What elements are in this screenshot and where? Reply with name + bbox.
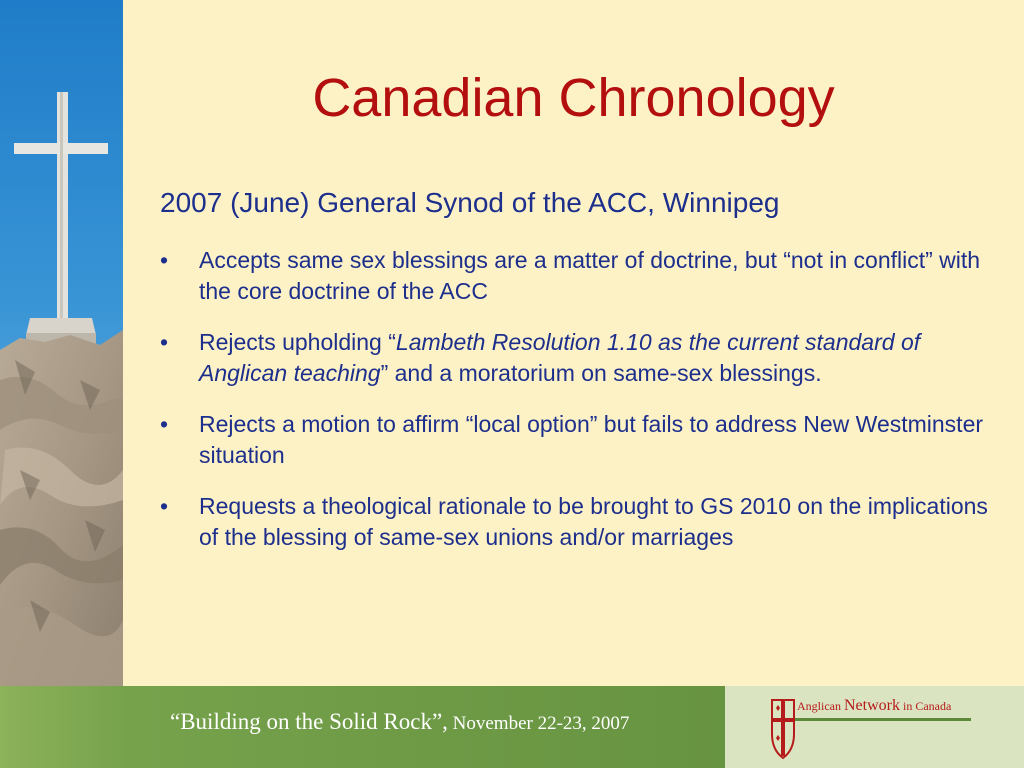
anglican-shield-logo-icon xyxy=(770,698,796,760)
content-area xyxy=(123,0,1024,686)
bullet-item xyxy=(160,245,990,307)
logo-word-network: Network xyxy=(844,697,900,714)
bullet-marker: • xyxy=(160,493,169,519)
bullet-text-prefix: Rejects upholding “ xyxy=(199,329,396,355)
bullet-text: Rejects a motion to affirm “local option” but fails to address New Westminster situation xyxy=(199,411,984,468)
logo-underline xyxy=(795,718,971,721)
cross-on-rock-image xyxy=(0,0,123,686)
footer-logo-area xyxy=(725,686,1024,768)
conference-date: November 22-23, 2007 xyxy=(447,713,630,734)
bullet-text-suffix: ” and a moratorium on same-sex blessings. xyxy=(380,360,822,386)
subheading: 2007 (June) General Synod of the ACC, Winnipeg xyxy=(160,187,780,218)
logo-word-in-canada: in Canada xyxy=(899,699,952,713)
footer-green-band xyxy=(0,686,725,768)
bullet-item xyxy=(160,409,990,471)
slide-title: Canadian Chronology xyxy=(312,68,835,128)
bullet-list xyxy=(160,245,990,573)
bullet-marker: • xyxy=(160,329,169,355)
bullet-text: Accepts same sex blessings are a matter of doctrine, but “not in conflict” with the core doctrine of the ACC xyxy=(199,247,981,304)
cross-photo-panel xyxy=(0,0,123,686)
logo-word-anglican: Anglican xyxy=(797,699,844,713)
bullet-item xyxy=(160,491,990,553)
footer-caption xyxy=(170,709,629,735)
bullet-text: Requests a theological rationale to be brought to GS 2010 on the implications of the blessing of same-sex unions and/or marriages xyxy=(199,493,988,550)
footer-bar xyxy=(0,686,1024,768)
conference-theme: “Building on the Solid Rock”, xyxy=(170,709,448,734)
bullet-marker: • xyxy=(160,247,169,273)
logo-wordmark xyxy=(797,697,951,715)
bullet-item xyxy=(160,327,990,389)
bullet-text-italic: Lambeth Resolution 1.10 as the current standard of Anglican teaching xyxy=(199,329,921,386)
bullet-marker: • xyxy=(160,411,169,437)
